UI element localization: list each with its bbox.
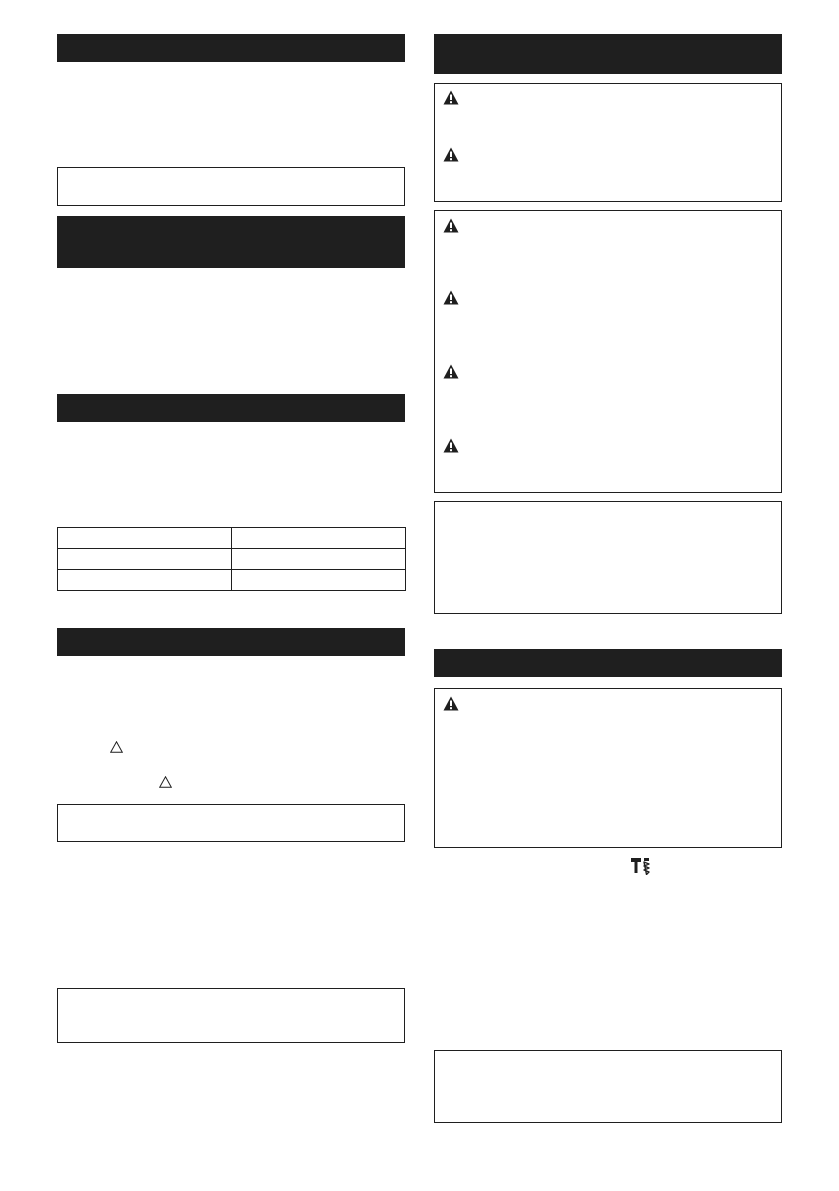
section-header-bar [57, 216, 405, 268]
section-header-bar [434, 649, 782, 677]
table-cell [232, 528, 406, 549]
warning-box [434, 688, 782, 848]
table-cell [58, 570, 232, 591]
table-cell [232, 570, 406, 591]
table-cell [232, 549, 406, 570]
note-box [434, 501, 782, 614]
warning-triangle-icon [443, 147, 459, 162]
table-row [58, 570, 406, 591]
table-cell [58, 528, 232, 549]
section-header-bar [57, 394, 405, 422]
section-header-bar [57, 628, 405, 656]
table-row [58, 549, 406, 570]
warning-triangle-icon [443, 364, 459, 379]
note-box [57, 988, 405, 1043]
warning-triangle-icon [443, 290, 459, 305]
section-header-bar [57, 34, 405, 62]
note-box [57, 804, 405, 842]
warning-triangle-icon [443, 90, 459, 105]
warning-triangle-icon [443, 438, 459, 453]
warning-triangle-icon [443, 218, 459, 233]
section-header-bar [434, 34, 782, 74]
spec-table [57, 527, 406, 591]
outline-triangle-icon [159, 776, 172, 788]
table-row [58, 528, 406, 549]
warning-box [434, 210, 782, 493]
note-box [434, 1050, 782, 1123]
hammer-drill-symbol-icon [630, 857, 652, 875]
warning-box [434, 83, 782, 202]
warning-triangle-icon [443, 696, 459, 711]
table-cell [58, 549, 232, 570]
outline-triangle-icon [110, 741, 123, 753]
note-box [57, 167, 405, 206]
